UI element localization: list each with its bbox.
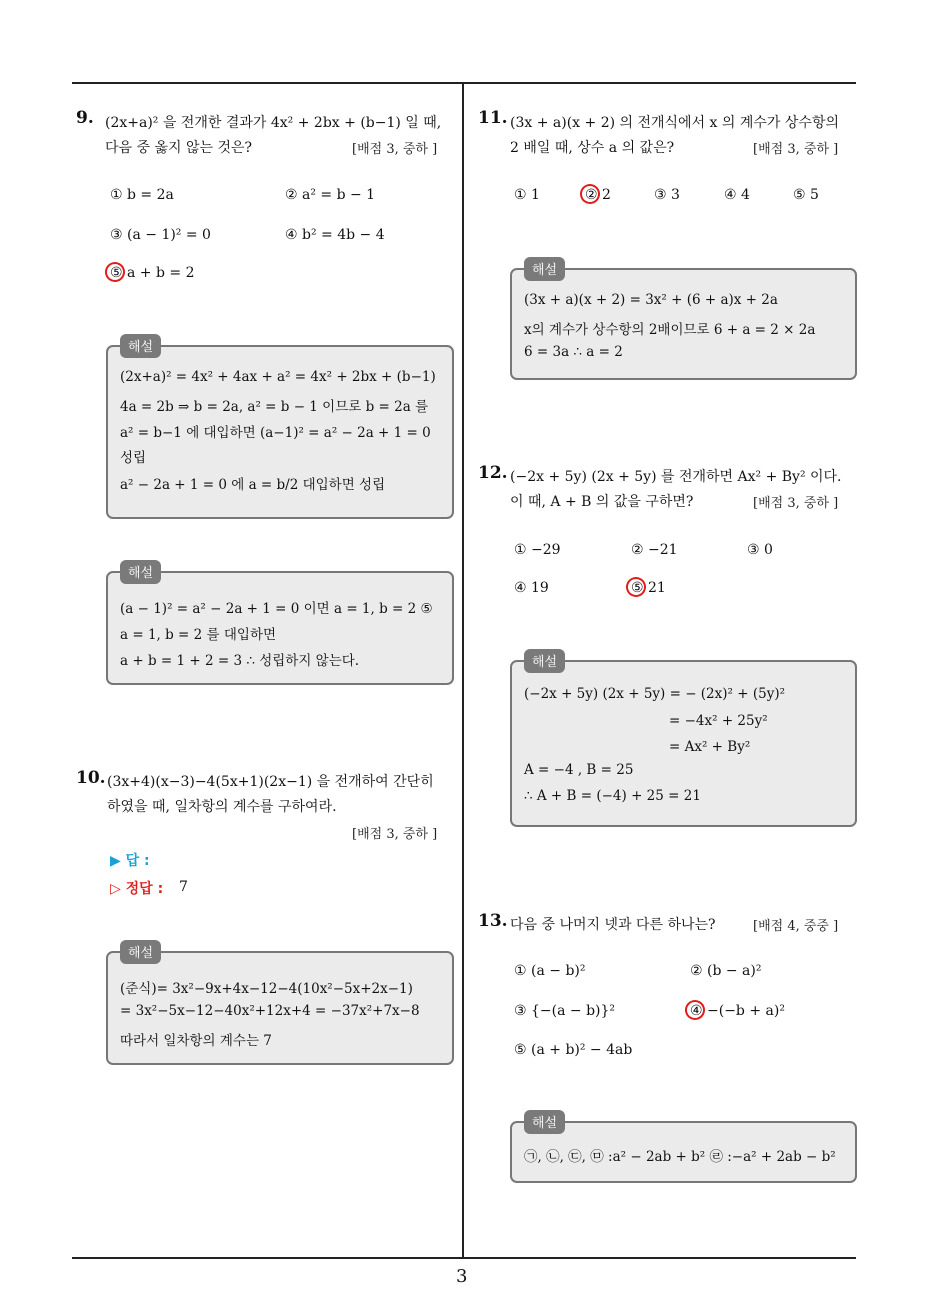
q9-sol1-line3: a² = b−1 에 대입하면 (a−1)² = a² − 2a + 1 = 0 [120,425,431,441]
question-13-meta: [배점 4, 중중 ] [753,919,839,934]
q11-option-2[interactable]: ② 2 [585,187,611,203]
question-11-number: 11. [478,108,508,128]
q11-sol-line1: (3x + a)(x + 2) = 3x² + (6 + a)x + 2a [524,292,778,308]
q11-option-3[interactable]: ③ 3 [654,187,680,203]
q10-sol-line3: 따라서 일차항의 계수는 7 [120,1033,272,1049]
q9-sol2-line3: a + b = 1 + 2 = 3 ∴ 성립하지 않는다. [120,653,360,669]
q9-option-3[interactable]: ③ (a − 1)² = 0 [110,227,211,243]
column-divider [462,82,464,1259]
q11-solution-box [510,263,857,380]
q13-option-4[interactable]: ④ −(−b + a)² [690,1003,785,1019]
q10-solution-tag: 해설 [120,940,161,964]
q10-sol-line2: = 3x²−5x−12−40x²+12x+4 = −37x²+7x−8 [120,1003,420,1019]
q9-solution-box-1 [106,340,454,519]
question-12-line2: 이 때, A + B 의 값을 구하면? [510,494,694,510]
question-10-line2: 하였을 때, 일차항의 계수를 구하여라. [107,799,337,815]
q13-option-3[interactable]: ③ {−(a − b)}² [514,1003,616,1019]
q11-option-5[interactable]: ⑤ 5 [793,187,819,203]
q9-sol2-line1: (a − 1)² = a² − 2a + 1 = 0 이면 a = 1, b = 2 ⑤ [120,601,433,617]
question-12-line1: (−2x + 5y) (2x + 5y) 를 전개하면 Ax² + By² 이다. [510,469,842,485]
q13-solution-box [510,1116,857,1183]
q9-option-4[interactable]: ④ b² = 4b − 4 [285,227,385,243]
q12-solution-box [510,655,857,827]
q12-option-4[interactable]: ④ 19 [514,580,549,596]
q13-option-5[interactable]: ⑤ (a + b)² − 4ab [514,1042,633,1058]
q12-option-1[interactable]: ① −29 [514,542,561,558]
q9-option-2[interactable]: ② a² = b − 1 [285,187,376,203]
q13-sol-line1: ㉠, ㉡, ㉢, ㉤ :a² − 2ab + b² ㉣ :−a² + 2ab − b² [524,1149,836,1165]
q12-sol-line3: = Ax² + By² [669,739,751,755]
q9-sol1-line4: 성립 [120,450,147,466]
q9-solution-tag-1: 해설 [120,334,161,358]
q12-sol-line4: A = −4 , B = 25 [524,762,634,778]
question-9-line2: 다음 중 옳지 않는 것은? [105,140,253,156]
question-12-meta: [배점 3, 중하 ] [753,496,839,511]
q12-option-2[interactable]: ② −21 [631,542,678,558]
q11-sol-line3: 6 = 3a ∴ a = 2 [524,344,623,360]
question-11-meta: [배점 3, 중하 ] [753,142,839,157]
q13-option-1[interactable]: ① (a − b)² [514,963,586,979]
q9-sol1-line5: a² − 2a + 1 = 0 에 a = b/2 대입하면 성립 [120,477,386,493]
q11-option-4[interactable]: ④ 4 [724,187,750,203]
q12-option-5[interactable]: ⑤ 21 [631,580,666,596]
q13-solution-tag: 해설 [524,1110,565,1134]
question-13-number: 13. [478,911,508,931]
top-rule [72,82,856,84]
question-12-number: 12. [478,463,508,483]
question-10-number: 10. [76,768,106,788]
q12-sol-line2: = −4x² + 25y² [669,713,768,729]
q13-option-2[interactable]: ② (b − a)² [690,963,762,979]
q10-answer-label: ▶ 답 : [110,853,150,869]
q11-option-1[interactable]: ① 1 [514,187,540,203]
question-13-line1: 다음 중 나머지 넷과 다른 하나는? [510,917,716,933]
bottom-rule [72,1257,856,1259]
question-10-line1: (3x+4)(x−3)−4(5x+1)(2x−1) 을 전개하여 간단히 [107,774,434,790]
question-11-line1: (3x + a)(x + 2) 의 전개식에서 x 의 계수가 상수항의 [510,115,839,131]
page-number: 3 [456,1266,468,1287]
q9-option-5[interactable]: ⑤ a + b = 2 [110,265,195,281]
q10-solution-box [106,946,454,1065]
question-9-line1: (2x+a)² 을 전개한 결과가 4x² + 2bx + (b−1) 일 때, [105,115,442,131]
q10-correct-label: ▷ 정답 : [110,881,164,897]
q9-option-1[interactable]: ① b = 2a [110,187,174,203]
q9-sol2-line2: a = 1, b = 2 를 대입하면 [120,627,277,643]
q12-solution-tag: 해설 [524,649,565,673]
q12-sol-line1: (−2x + 5y) (2x + 5y) = − (2x)² + (5y)² [524,686,785,702]
q9-solution-box-2 [106,566,454,685]
question-9-meta: [배점 3, 중하 ] [352,142,438,157]
q12-option-3[interactable]: ③ 0 [747,542,773,558]
q10-correct-value: 7 [179,879,188,895]
q9-sol1-line1: (2x+a)² = 4x² + 4ax + a² = 4x² + 2bx + (b−1) [120,369,436,385]
question-10-meta: [배점 3, 중하 ] [352,827,438,842]
question-9-number: 9. [76,108,94,128]
q11-solution-tag: 해설 [524,257,565,281]
q11-sol-line2: x의 계수가 상수항의 2배이므로 6 + a = 2 × 2a [524,322,816,338]
q9-solution-tag-2: 해설 [120,560,161,584]
q10-sol-line1: (준식)= 3x²−9x+4x−12−4(10x²−5x+2x−1) [120,981,413,997]
q9-sol1-line2: 4a = 2b ⇒ b = 2a, a² = b − 1 이므로 b = 2a 를 [120,399,429,415]
q12-sol-line5: ∴ A + B = (−4) + 25 = 21 [524,788,701,804]
question-11-line2: 2 배일 때, 상수 a 의 값은? [510,140,675,156]
